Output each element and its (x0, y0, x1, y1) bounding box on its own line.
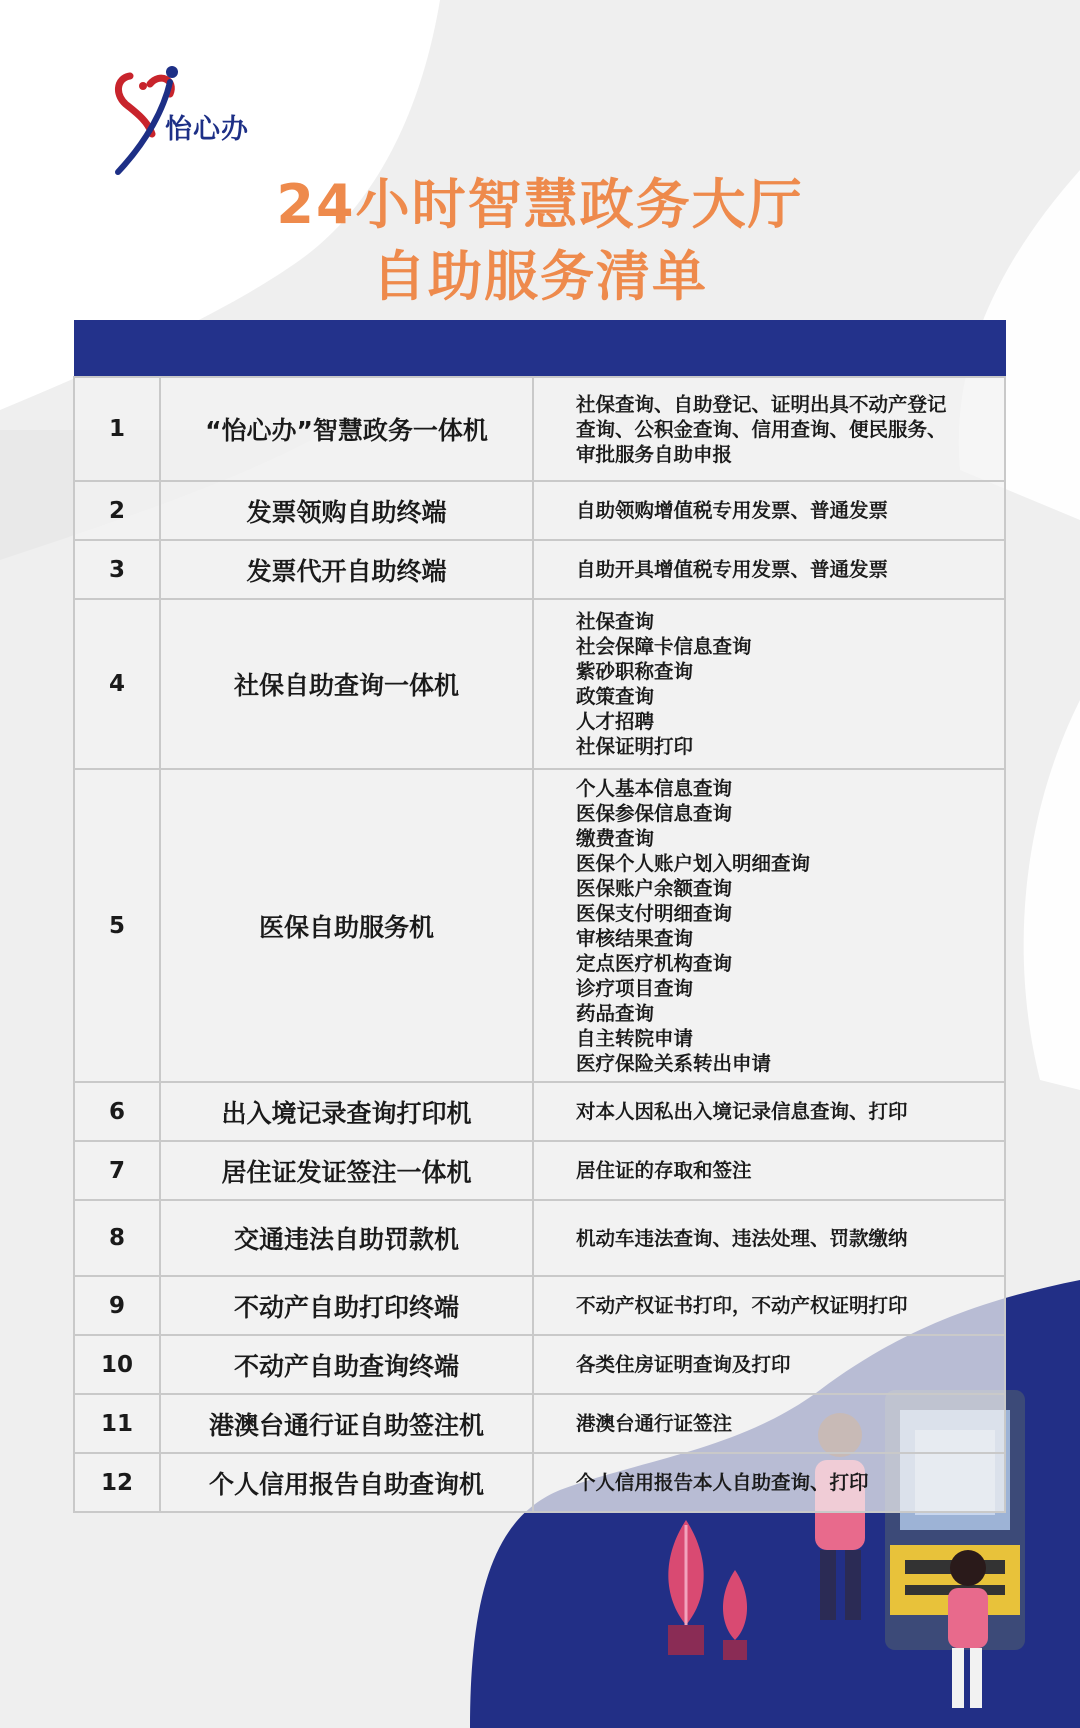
service-item: 审核结果查询 (576, 926, 694, 950)
service-list (533, 1276, 1005, 1335)
service-item: 机动车违法查询、违法处理、罚款缴纳 (576, 1226, 908, 1250)
header-cell (160, 321, 533, 378)
device-name: 不动产自助查询终端 (160, 1335, 533, 1394)
device-name: 社保自助查询一体机 (160, 599, 533, 769)
device-name: 出入境记录查询打印机 (160, 1082, 533, 1141)
service-item: 个人信用报告本人自助查询、打印 (576, 1471, 869, 1494)
service-item: 各类住房证明查询及打印 (576, 1353, 791, 1376)
device-name: 发票领购自助终端 (160, 481, 533, 540)
service-item: 医保支付明细查询 (576, 901, 733, 925)
service-item: 居住证的存取和签注 (576, 1159, 752, 1182)
service-item: 社保查询 (576, 610, 655, 633)
device-name: 发票代开自助终端 (160, 540, 533, 599)
header-cell (74, 321, 160, 378)
service-item: 不动产权证书打印，不动产权证明打印 (576, 1294, 908, 1317)
service-list (533, 540, 1005, 599)
table-row (74, 1394, 1005, 1453)
row-number: 12 (74, 1453, 160, 1512)
row-number: 7 (74, 1141, 160, 1200)
service-item: 医保账户余额查询 (576, 876, 733, 900)
service-list (533, 1082, 1005, 1141)
service-item: 医保个人账户划入明细查询 (576, 851, 811, 875)
service-item: 医疗保险关系转出申请 (576, 1051, 772, 1075)
table-row (74, 1141, 1005, 1200)
service-item: 缴费查询 (576, 826, 655, 850)
table-header (74, 321, 1005, 378)
service-list (533, 1394, 1005, 1453)
device-name: “怡心办”智慧政务一体机 (160, 377, 533, 481)
service-item: 紫砂职称查询 (576, 660, 694, 683)
table-row (74, 769, 1005, 1082)
row-number: 3 (74, 540, 160, 599)
service-item: 对本人因私出入境记录信息查询、打印 (576, 1100, 908, 1123)
table-row (74, 481, 1005, 540)
service-list (533, 1453, 1005, 1512)
device-name: 个人信用报告自助查询机 (160, 1453, 533, 1512)
row-number: 1 (74, 377, 160, 481)
brand-name: 怡心办 (165, 114, 249, 145)
row-number: 10 (74, 1335, 160, 1394)
service-item: 社保证明打印 (576, 735, 694, 758)
table-row (74, 1276, 1005, 1335)
device-name: 港澳台通行证自助签注机 (160, 1394, 533, 1453)
row-number: 2 (74, 481, 160, 540)
service-item: 药品查询 (576, 1001, 655, 1025)
table-row (74, 1453, 1005, 1512)
table-row (74, 1335, 1005, 1394)
row-number: 5 (74, 769, 160, 1082)
service-list (533, 1200, 1005, 1276)
service-item: 港澳台通行证签注 (576, 1412, 733, 1435)
service-item: 人才招聘 (576, 710, 655, 733)
table-row (74, 1082, 1005, 1141)
service-item: 定点医疗机构查询 (576, 951, 733, 975)
service-list (533, 481, 1005, 540)
row-number: 4 (74, 599, 160, 769)
service-item: 诊疗项目查询 (576, 976, 694, 1000)
service-item: 社会保障卡信息查询 (576, 635, 752, 658)
table-row (74, 540, 1005, 599)
service-list (533, 599, 1005, 769)
service-item: 医保参保信息查询 (576, 801, 733, 825)
header-cell (533, 321, 1005, 378)
device-name: 医保自助服务机 (160, 769, 533, 1082)
device-name: 不动产自助打印终端 (160, 1276, 533, 1335)
service-list (533, 1141, 1005, 1200)
row-number: 9 (74, 1276, 160, 1335)
service-list (533, 377, 1005, 481)
service-table (73, 320, 1006, 1513)
service-item: 自主转院申请 (576, 1026, 694, 1050)
service-item: 自助开具增值税专用发票、普通发票 (576, 558, 889, 581)
service-list (533, 769, 1005, 1082)
service-item: 政策查询 (576, 685, 655, 708)
service-item: 自助领购增值税专用发票、普通发票 (576, 499, 889, 522)
page-subtitle: 自助服务清单 (372, 245, 708, 308)
row-number: 6 (74, 1082, 160, 1141)
row-number: 8 (74, 1200, 160, 1276)
service-item: 社保查询、自助登记、证明出具不动产登记查询、公积金查询、信用查询、便民服务、审批服务自助申报 (576, 392, 947, 466)
row-number: 11 (74, 1394, 160, 1453)
table-row (74, 599, 1005, 769)
device-name: 交通违法自助罚款机 (160, 1200, 533, 1276)
device-name: 居住证发证签注一体机 (160, 1141, 533, 1200)
page-title: 24小时智慧政务大厅 (276, 173, 804, 236)
table-row (74, 1200, 1005, 1276)
service-list (533, 1335, 1005, 1394)
service-item: 个人基本信息查询 (576, 776, 733, 800)
table-row (74, 377, 1005, 481)
